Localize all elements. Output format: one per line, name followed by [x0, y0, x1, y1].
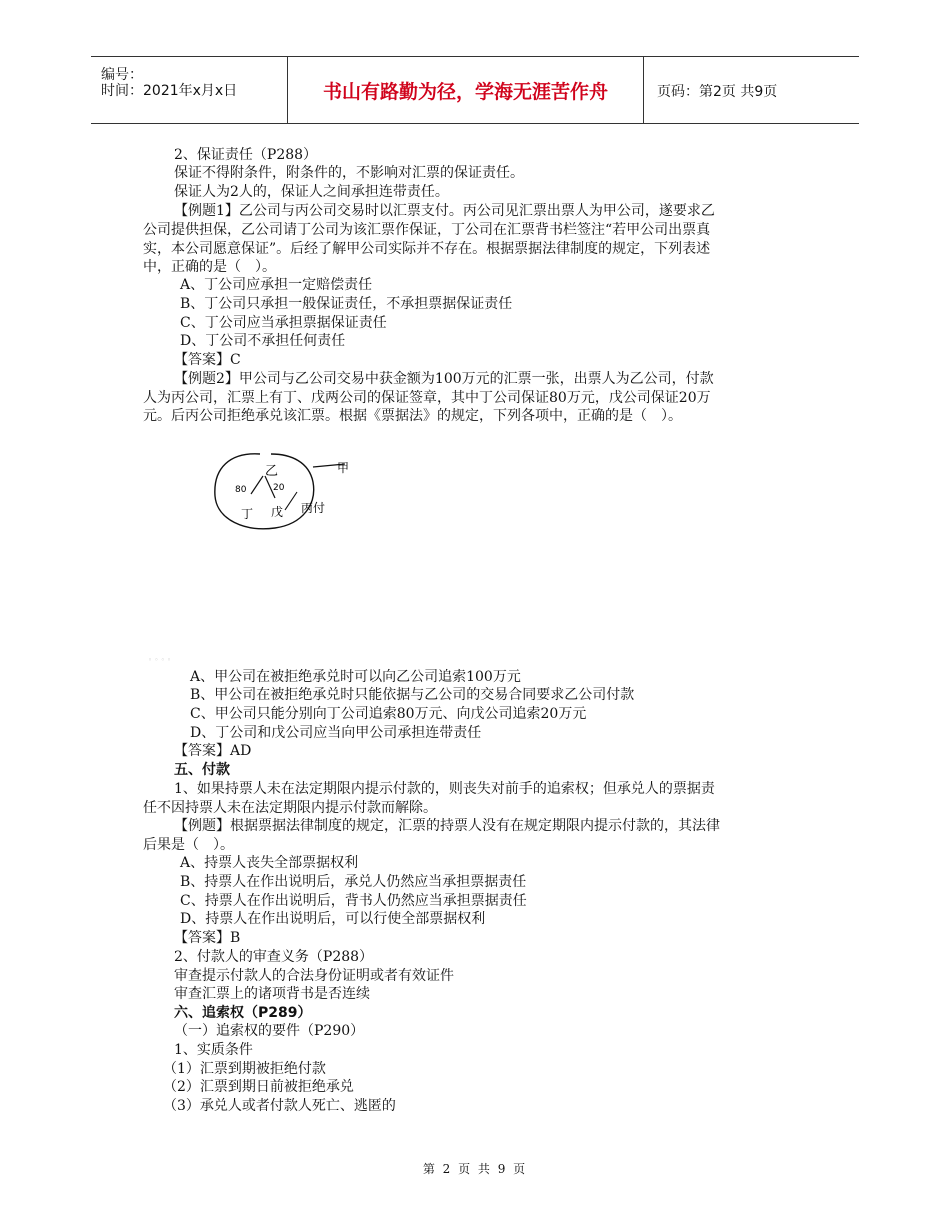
- text-line: 【例题】根据票据法律制度的规定，汇票的持票人没有在规定期限内提示付款的，其法律: [174, 818, 720, 834]
- text-line: 2、保证责任（P288）: [174, 147, 318, 163]
- answer-line: 【答案】B: [174, 930, 241, 946]
- sketch-label-wu: 戊: [271, 505, 284, 519]
- sketch-label-bing: 丙付: [301, 501, 326, 515]
- option-line: C、丁公司应当承担票据保证责任: [180, 315, 387, 331]
- page-footer: 第 2 页 共 9 页: [422, 1162, 528, 1176]
- serial-label: 编号：: [101, 67, 143, 83]
- header-right-cell: [643, 57, 859, 123]
- sketch-label-80: 80: [235, 485, 247, 495]
- sketch-label-20: 20: [273, 483, 285, 493]
- header-left-cell: [91, 57, 287, 123]
- text-line: 2、付款人的审查义务（P288）: [174, 949, 374, 965]
- handwritten-sketch: [205, 448, 365, 533]
- option-line: A、持票人丧失全部票据权利: [180, 855, 359, 871]
- page-label: 页码：第2页 共9页: [657, 84, 778, 100]
- text-line: 任不因持票人未在法定期限内提示付款而解除。: [143, 800, 437, 816]
- page-header: [91, 56, 859, 124]
- text-line: 人为丙公司，汇票上有丁、戊两公司的保证签章，其中丁公司保证80万元，戊公司保证20万: [143, 390, 711, 406]
- header-motto-cell: [287, 57, 644, 123]
- time-label: 时间：2021年x月x日: [101, 83, 238, 99]
- option-line: D、持票人在作出说明后，可以行使全部票据权利: [180, 911, 486, 927]
- text-line: （3）承兑人或者付款人死亡、逃匿的: [163, 1098, 396, 1114]
- option-line: C、持票人在作出说明后，背书人仍然应当承担票据责任: [180, 893, 527, 909]
- text-line: 公司提供担保，乙公司请丁公司为该汇票作保证，丁公司在汇票背书栏签注“若甲公司出票真: [143, 222, 711, 238]
- text-line: 保证不得附条件，附条件的，不影响对汇票的保证责任。: [174, 165, 524, 181]
- option-line: C、甲公司只能分别向丁公司追索80万元、向戊公司追索20万元: [190, 706, 587, 722]
- text-line: （1）汇票到期被拒绝付款: [163, 1061, 326, 1077]
- text-line: （2）汇票到期日前被拒绝承兑: [163, 1079, 354, 1095]
- text-line: 元。后丙公司拒绝承兑该汇票。根据《票据法》的规定，下列各项中，正确的是（ ）。: [143, 408, 682, 424]
- option-line: A、甲公司在被拒绝承兑时可以向乙公司追索100万元: [190, 669, 521, 685]
- option-line: B、丁公司只承担一般保证责任，不承担票据保证责任: [180, 296, 513, 312]
- text-line: 【例题1】乙公司与丙公司交易时以汇票支付。丙公司见汇票出票人为甲公司，遂要求乙: [174, 203, 715, 219]
- motto: 书山有路勤为径，学海无涯苦作舟: [322, 81, 608, 103]
- sketch-stroke: [285, 492, 297, 510]
- text-line: 保证人为2人的，保证人之间承担连带责任。: [174, 184, 449, 200]
- text-line: 审查汇票上的诸项背书是否连续: [174, 986, 370, 1002]
- option-line: B、持票人在作出说明后，承兑人仍然应当承担票据责任: [180, 874, 527, 890]
- sketch-label-jia: 甲: [337, 461, 350, 475]
- option-line: D、丁公司和戊公司应当向甲公司承担连带责任: [190, 725, 482, 741]
- text-line: 后果是（ ）。: [143, 837, 234, 853]
- option-line: D、丁公司不承担任何责任: [180, 333, 346, 349]
- answer-line: 【答案】C: [174, 352, 241, 368]
- text-line: 1、实质条件: [174, 1042, 253, 1058]
- text-line: （一）追索权的要件（P290）: [174, 1023, 365, 1039]
- section-heading: 六、追索权（P289）: [174, 1005, 312, 1021]
- sketch-label-yi: 乙: [265, 464, 279, 479]
- answer-line: 【答案】AD: [174, 743, 252, 759]
- section-heading: 五、付款: [174, 762, 230, 778]
- text-line: 实，本公司愿意保证”。后经了解甲公司实际并不存在。根据票据法律制度的规定，下列表述: [143, 241, 711, 257]
- text-line: 审查提示付款人的合法身份证明或者有效证件: [174, 968, 454, 984]
- sketch-branches: [251, 476, 275, 498]
- option-line: B、甲公司在被拒绝承兑时只能依据与乙公司的交易合同要求乙公司付款: [190, 687, 635, 703]
- sketch-label-ding: 丁: [241, 507, 254, 521]
- text-line: 中，正确的是（ ）。: [143, 259, 276, 275]
- text-line: 1、如果持票人未在法定期限内提示付款的，则丧失对前手的追索权；但承兑人的票据责: [174, 781, 715, 797]
- faint-marks: ◦ ◦ ◦ ◦: [148, 656, 172, 664]
- text-line: 【例题2】甲公司与乙公司交易中获金额为100万元的汇票一张，出票人为乙公司，付款: [174, 371, 714, 387]
- option-line: A、丁公司应承担一定赔偿责任: [180, 277, 373, 293]
